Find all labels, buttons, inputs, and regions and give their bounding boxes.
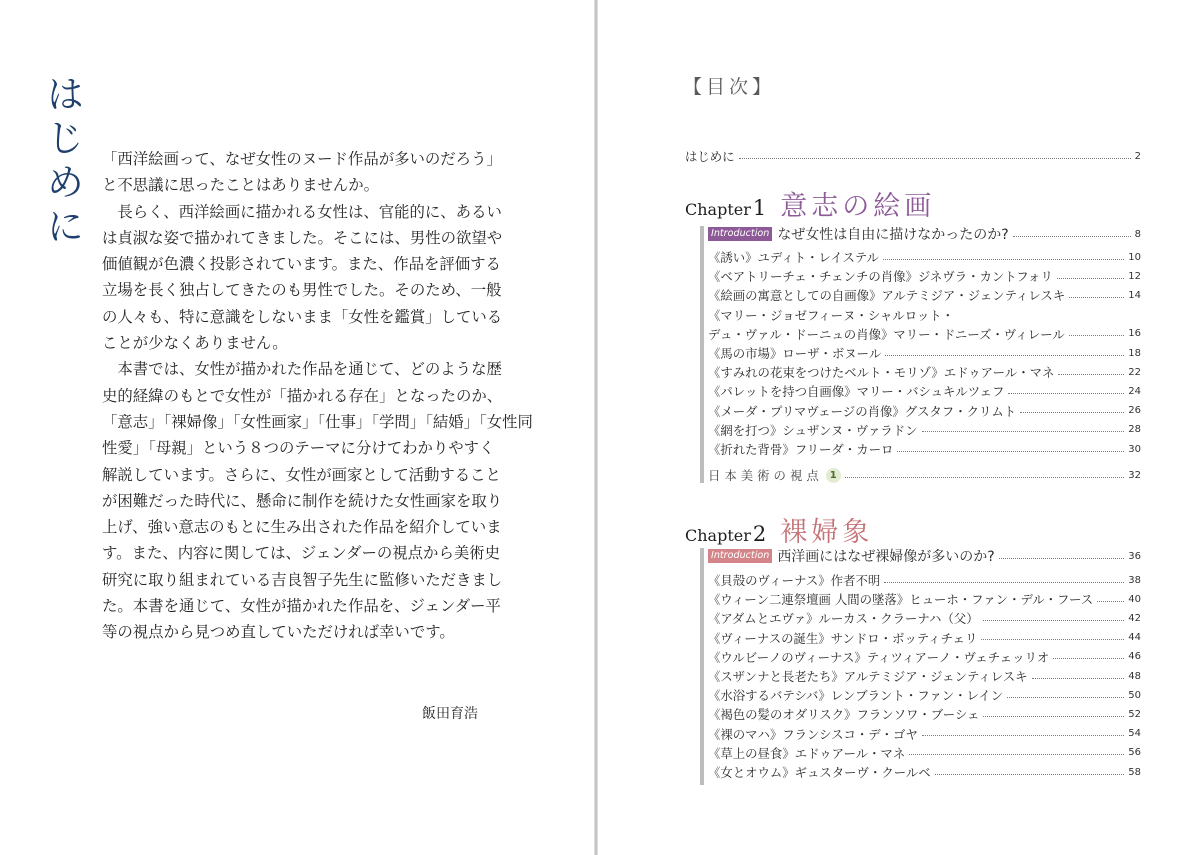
toc-entry-title: 《網を打つ》シュザンヌ・ヴァラドン <box>708 422 918 438</box>
toc-entry-page: 22 <box>1128 366 1141 378</box>
right-page <box>598 0 1200 855</box>
body-line: 「西洋絵画って、なぜ女性のヌード作品が多いのだろう」 <box>102 150 502 168</box>
toc-entry-page: 12 <box>1128 270 1141 282</box>
leader-dots <box>999 558 1125 559</box>
body-line: 本書では、女性が描かれた作品を通じて、どのような歴 <box>102 360 502 379</box>
leader-dots <box>845 477 1125 478</box>
toc-entry[interactable] <box>708 609 1141 627</box>
body-line: 「意志」「裸婦像」「女性画家」「仕事」「学問」「結婚」「女性同 <box>102 412 533 431</box>
toc-entry-page: 40 <box>1128 593 1141 605</box>
leader-dots <box>884 582 1124 583</box>
leader-dots <box>1013 236 1131 237</box>
body-line: 性愛」「母親」という８つのテーマに分けてわかりやすく <box>102 439 495 458</box>
toc-entry-page: 10 <box>1128 251 1141 263</box>
chapter-2-introduction[interactable] <box>708 546 1141 566</box>
chapter-1-special-entry[interactable] <box>708 466 1141 484</box>
leader-dots <box>1032 678 1125 679</box>
leader-dots <box>1053 658 1124 659</box>
leader-dots <box>922 431 1125 432</box>
toc-entry-title: 《絵画の寓意としての自画像》アルテミジア・ジェンティレスキ <box>708 288 1066 304</box>
toc-entry-title: 《ベアトリーチェ・チェンチの肖像》ジネヴラ・カントフォリ <box>708 269 1053 285</box>
body-line: 史的経緯のもとで女性が「描かれる存在」となったのか、 <box>102 386 503 405</box>
leader-dots <box>883 259 1124 260</box>
toc-title: 【目次】 <box>683 76 776 98</box>
toc-entry-page: 58 <box>1128 766 1141 778</box>
toc-entry-page: 24 <box>1128 385 1141 397</box>
leader-dots <box>909 754 1124 755</box>
body-line: 解説しています。さらに、女性が画家として活動すること <box>102 465 501 484</box>
toc-entry[interactable] <box>708 440 1141 458</box>
toc-entry[interactable] <box>708 344 1141 362</box>
leader-dots <box>983 716 1124 717</box>
toc-entry-page: 54 <box>1128 728 1141 740</box>
chapter-title: 意志の絵画 <box>780 191 936 222</box>
toc-entry-title: 《マリー・ジョゼフィーヌ・シャルロット・ <box>708 307 955 323</box>
toc-entry[interactable] <box>708 590 1141 608</box>
body-line: 立場を長く独占してきたのも男性でした。そのため、一般 <box>102 281 502 300</box>
leader-dots <box>897 451 1124 452</box>
toc-entry-title: 《草上の昼食》エドゥアール・マネ <box>708 745 906 761</box>
leader-dots <box>981 639 1124 640</box>
leader-dots <box>885 355 1124 356</box>
leader-dots <box>1069 335 1125 336</box>
toc-entry[interactable] <box>708 306 1141 324</box>
chapter-1-introduction[interactable] <box>708 224 1141 244</box>
toc-entry-page: 16 <box>1128 328 1141 340</box>
body-line: の人々も、特に意識をしないまま「女性を鑑賞」している <box>102 307 503 326</box>
author-name: 飯田育浩 <box>422 706 478 722</box>
toc-entry-title: 《貝殻のヴィーナス》作者不明 <box>708 573 881 588</box>
toc-entry-title: デュ・ヴァル・ドーニュの肖像》マリー・ドニーズ・ヴィレール <box>708 326 1065 342</box>
leader-dots <box>1020 412 1124 413</box>
introduction-badge: Introduction <box>708 227 772 241</box>
leader-dots <box>1097 601 1124 602</box>
toc-entry[interactable] <box>708 571 1141 589</box>
toc-entry-title: はじめに <box>685 149 735 164</box>
toc-entry-title: 《ウルビーノのヴィーナス》ティツィアーノ・ヴェチェッリオ <box>708 649 1050 665</box>
toc-entry[interactable] <box>708 705 1141 723</box>
introduction-title: なぜ女性は自由に描けなかったのか? <box>777 227 1009 243</box>
introduction-badge: Introduction <box>708 549 772 563</box>
toc-entry-page: 18 <box>1128 347 1141 359</box>
toc-entry-hajimeni[interactable] <box>685 147 1141 165</box>
body-line: 上げ、強い意志のもとに生み出された作品を紹介していま <box>102 518 502 537</box>
body-line: と不思議に思ったことはありませんか。 <box>102 176 380 195</box>
toc-entry-title: 《アダムとエヴァ》ルーカス・クラーナハ（父） <box>708 611 979 627</box>
toc-entry-title: 《馬の市場》ローザ・ボヌール <box>708 346 882 361</box>
toc-entry-page: 48 <box>1128 670 1141 682</box>
leader-dots <box>1069 297 1124 298</box>
toc-entry[interactable] <box>708 421 1141 439</box>
leader-dots <box>1057 278 1124 279</box>
toc-entry[interactable] <box>708 248 1141 266</box>
left-page <box>0 0 596 855</box>
leader-dots <box>1008 393 1124 394</box>
toc-entry-page: 2 <box>1134 150 1141 162</box>
toc-entry-page: 46 <box>1128 651 1141 663</box>
leader-dots <box>739 158 1131 159</box>
body-line: は貞淑な姿で描かれてきました。そこには、男性の欲望や <box>102 228 503 247</box>
leader-dots <box>935 774 1125 775</box>
toc-entry-title: 《女とオウム》ギュスターヴ・クールベ <box>708 765 931 780</box>
toc-entry[interactable] <box>708 648 1141 666</box>
chapter-number: 1 <box>752 196 767 220</box>
toc-entry[interactable] <box>708 629 1141 647</box>
toc-entry[interactable] <box>708 363 1141 381</box>
toc-entry[interactable] <box>708 286 1141 304</box>
toc-entry-title: 《水浴するバテシバ》レンブラント・ファン・レイン <box>708 688 1004 704</box>
toc-entry[interactable] <box>708 725 1141 743</box>
toc-entry-page: 36 <box>1128 550 1141 562</box>
body-line: 長らく、西洋絵画に描かれる女性は、官能的に、あるい <box>102 202 502 221</box>
toc-entry-page: 28 <box>1128 424 1141 436</box>
body-line: 価値観が色濃く投影されています。また、作品を評価する <box>102 255 501 274</box>
chapter-title: 裸婦象 <box>780 517 874 548</box>
leader-dots <box>1007 697 1124 698</box>
toc-entry-title: 《メーダ・プリマヴェージの肖像》グスタフ・クリムト <box>708 403 1017 419</box>
toc-entry[interactable] <box>708 744 1141 762</box>
toc-entry-page: 56 <box>1128 747 1141 759</box>
toc-entry-title: 《誘い》ユディト・レイステル <box>708 250 879 265</box>
toc-entry-title: 《パレットを持つ自画像》マリー・バシュキルツェフ <box>708 384 1005 400</box>
leader-dots <box>983 620 1125 621</box>
body-text <box>102 146 533 646</box>
body-line: が困難だった時代に、懸命に制作を続けた女性画家を取り <box>102 491 503 510</box>
toc-entry-title: 《褐色の髪のオダリスク》フランソワ・ブーシェ <box>708 707 980 723</box>
toc-entry[interactable] <box>708 667 1141 685</box>
toc-entry-page: 44 <box>1128 632 1141 644</box>
toc-entry-page: 14 <box>1128 289 1141 301</box>
toc-entry-page: 38 <box>1128 574 1141 586</box>
toc-entry[interactable] <box>708 402 1141 420</box>
leader-dots <box>922 735 1124 736</box>
toc-entry-page: 50 <box>1128 689 1141 701</box>
page-title: はじめに <box>40 74 84 250</box>
toc-entry-page: 52 <box>1128 708 1141 720</box>
body-line: 等の視点から見つめ直していただければ幸いです。 <box>102 623 455 642</box>
toc-entry[interactable] <box>708 325 1141 343</box>
toc-entry[interactable] <box>708 686 1141 704</box>
chapter-label: Chapter <box>685 200 751 219</box>
toc-entry-title: 《ウィーン二連祭壇画 人間の墜落》ヒューホ・ファン・デル・フース <box>708 592 1094 608</box>
toc-entry-page: 32 <box>1128 469 1141 481</box>
toc-entry-title: 《折れた背骨》フリーダ・カーロ <box>708 442 894 457</box>
toc-entry-title: 《すみれの花束をつけたベルト・モリゾ》エドゥアール・マネ <box>708 365 1055 381</box>
body-line: す。また、内容に関しては、ジェンダーの視点から美術史 <box>102 544 501 563</box>
toc-entry-page: 8 <box>1134 228 1141 240</box>
body-line: た。本書を通じて、女性が描かれた作品を、ジェンダー平 <box>102 597 501 616</box>
body-line: 研究に取り組まれている吉良智子先生に監修いただきまし <box>102 570 503 589</box>
body-line: ことが少なくありません。 <box>102 334 288 353</box>
chapter-number: 2 <box>752 522 767 546</box>
toc-entry-page: 26 <box>1128 405 1141 417</box>
chapter-label: Chapter <box>685 526 751 545</box>
toc-entry-title: 《スザンナと長老たち》アルテミジア・ジェンティレスキ <box>708 669 1028 684</box>
toc-entry-title: 《裸のマハ》フランシスコ・デ・ゴヤ <box>708 726 918 742</box>
introduction-title: 西洋画にはなぜ裸婦像が多いのか? <box>777 549 995 565</box>
chapter-1-bar <box>700 226 704 483</box>
special-entry-title: 日本美術の視点 <box>708 468 823 483</box>
toc-entry-title: 《ヴィーナスの誕生》サンドロ・ボッティチェリ <box>708 630 978 646</box>
chapter-1-heading[interactable] <box>685 184 935 223</box>
toc-entry[interactable] <box>708 267 1141 285</box>
toc-entry-page: 30 <box>1128 443 1141 455</box>
leader-dots <box>1058 374 1124 375</box>
toc-entry-page: 42 <box>1128 612 1141 624</box>
toc-entry[interactable] <box>708 763 1141 781</box>
chapter-2-bar <box>700 548 704 785</box>
toc-entry[interactable] <box>708 382 1141 400</box>
chapter-2-heading[interactable] <box>685 510 873 549</box>
special-entry-number: 1 <box>826 468 841 483</box>
